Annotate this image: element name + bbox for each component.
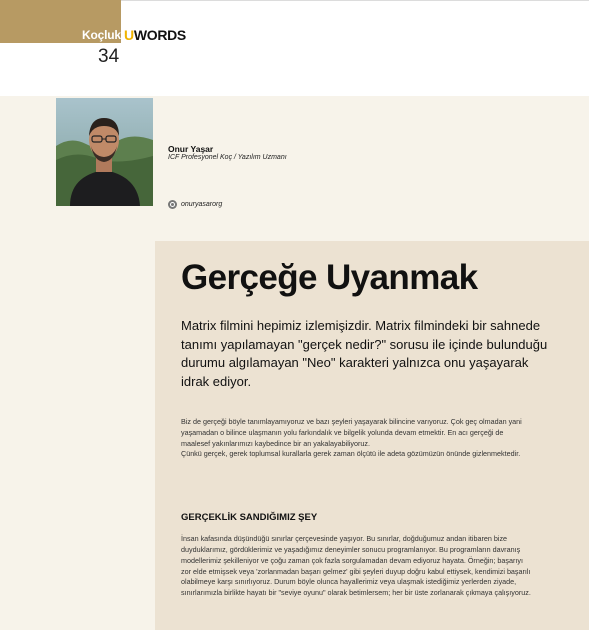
logo-u: U [124, 27, 134, 43]
logo-words: WORDS [133, 27, 186, 43]
article-lead: Matrix filmini hepimiz izlemişizdir. Matrix filmindeki bir sahnede tanımı yapılamayan "gerçek nedir?" sorusu ile içinde bulunduğu durumu algılamayan "Neo" karakteri yalnızca onu yaşayarak idrak ediyor. [181, 318, 548, 389]
author-photo-image [56, 98, 153, 206]
page-number: 34 [98, 46, 120, 67]
instagram-icon [168, 200, 177, 209]
article-body-intro [181, 417, 531, 460]
author-title: ICF Profesyonel Koç / Yazılım Uzmanı [168, 154, 287, 161]
header-divider [121, 0, 589, 1]
author-social[interactable] [168, 200, 222, 209]
body-paragraph-2: Çünkü gerçek, gerek toplumsal kurallarla gerek zaman ölçütü ile adeta gözümüzün önünde gizlenmektedir. [181, 449, 521, 459]
article-headline: Gerçeğe Uyanmak [181, 258, 478, 297]
section-name: Koçluk [82, 28, 121, 42]
body-paragraph-1: Biz de gerçeği böyle tanımlayamıyoruz ve bazı şeyleri yaşayarak bilincine varıyoruz. Çok geç olmadan yani yaşamadan o bilince ulaşmanın yolu farkındalık ve bilgelik yolunda devam etmektir. En acı gerçeği de maalesef yakınlarımızı kaybedince bir an yakalayabiliyoruz. [181, 417, 522, 448]
magazine-logo [124, 27, 186, 43]
author-name: Onur Yaşar [168, 144, 214, 154]
article-body-section [181, 527, 531, 606]
author-photo [56, 98, 153, 206]
social-handle: onuryasarorg [181, 201, 223, 208]
body-paragraph-3: İnsan kafasında düşündüğü sınırlar çerçevesinde yaşıyor. Bu sınırlar, doğduğumuz andan itibaren bize duyduklarımız, gördüklerimiz ve yaşadığımız deneyimler sonucu programlanıyor. Bu programların davranış modellerimiz şekilleniyor ve çoğu zaman çok fazla sorgulamadan devam ediyoruz hayata. Örneğin; başarıyı zor elde etmişsek veya 'zorlanmadan başarı gelmez' gibi şeyleri duyup doğru kabul ettiysek, kendimizi başarılı olabilmeye karşı sınırlıyoruz. Durum böyle olunca hayallerimiz veya ulaşmak istediğimiz yerlerden ziyade, sınırlarımızla birlikte hayatı bir "seviye oyunu" olarak betimlersem; her bir üste zorlanarak çıkmaya çalışıyoruz. [181, 534, 531, 598]
article-subheading: GERÇEKLİK SANDIĞIMIZ ŞEY [181, 512, 318, 523]
